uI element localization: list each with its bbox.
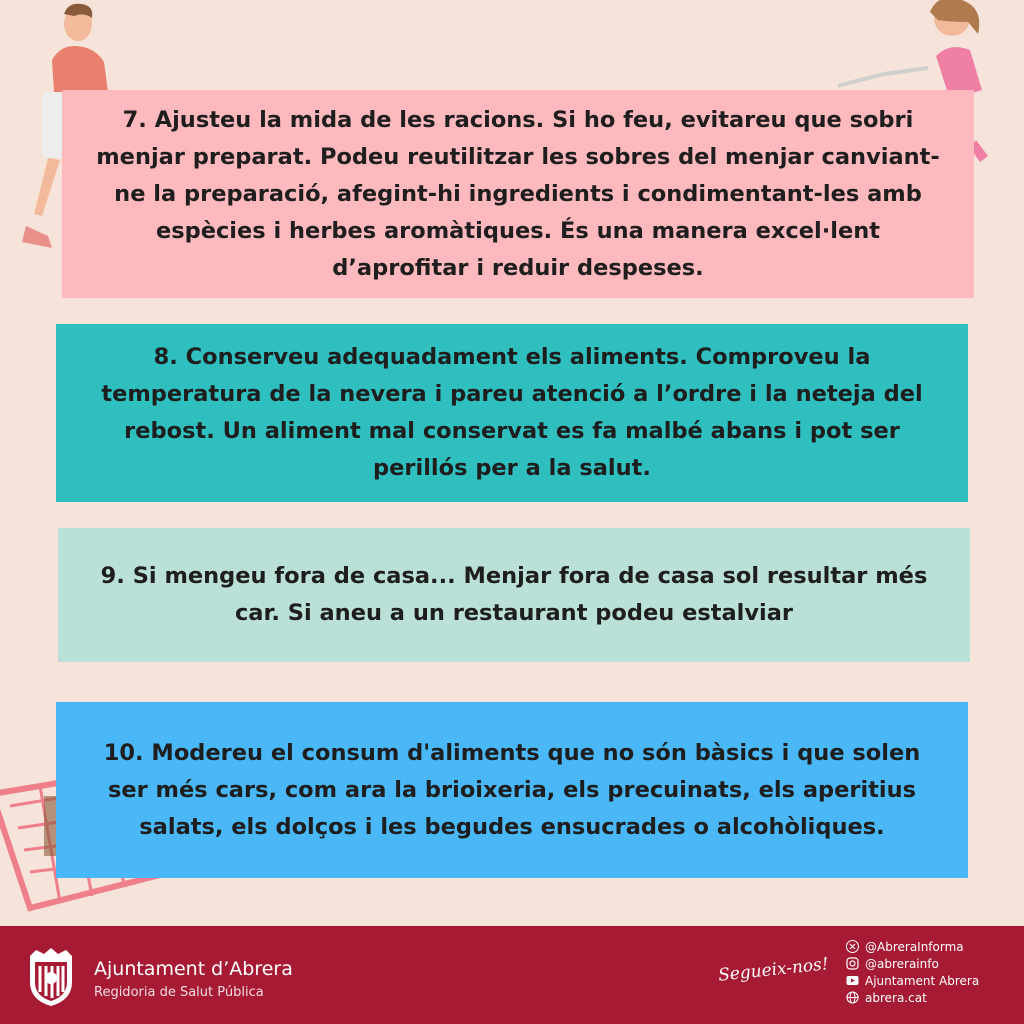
globe-icon [846, 991, 859, 1004]
social-x[interactable] [846, 938, 979, 955]
social-instagram[interactable] [846, 955, 979, 972]
social-youtube-label: Ajuntament Abrera [865, 973, 980, 988]
tip-text-8: 8. Conserveu adequadament els aliments. Comproveu la temperatura de la nevera i pareu atenció a l’ordre i la neteja del rebost. Un aliment mal conservat es fa malbé abans i pot ser perillós per a la salut. [101, 344, 923, 481]
social-links [846, 938, 979, 1006]
youtube-icon [846, 974, 859, 987]
social-website[interactable] [846, 989, 979, 1006]
tip-text-7: 7. Ajusteu la mida de les racions. Si ho feu, evitareu que sobri menjar preparat. Podeu reutilitzar les sobres del menjar canviant-ne la preparació, afegint-hi ingredients i condimentant-les amb espècies i herbes aromàtiques. És una manera excel·lent d’aprofitar i reduir despeses. [96, 106, 940, 281]
social-website-label: abrera.cat [865, 990, 927, 1005]
footer [0, 926, 1024, 1024]
municipal-crest-logo [26, 948, 76, 1006]
organization-name: Ajuntament d’Abrera [94, 958, 293, 980]
tip-card-9 [58, 528, 970, 662]
tip-text-9: 9. Si mengeu fora de casa... Menjar fora de casa sol resultar més car. Si aneu a un restaurant podeu estalviar [100, 563, 928, 626]
social-youtube[interactable] [846, 972, 979, 989]
x-icon [846, 940, 859, 953]
instagram-icon [846, 957, 859, 970]
department-name: Regidoria de Salut Pública [94, 985, 264, 1000]
tip-card-10 [56, 702, 968, 878]
tip-card-8 [56, 324, 968, 502]
follow-us-label: Segueix-nos! [717, 954, 830, 986]
social-instagram-label: @abrerainfo [865, 956, 939, 971]
tip-card-7 [62, 90, 974, 298]
social-x-label: @AbreraInforma [865, 939, 964, 954]
tip-text-10: 10. Modereu el consum d'aliments que no són bàsics i que solen ser més cars, com ara la brioixeria, els precuinats, els aperitius salats, els dolços i les begudes ensucrades o alcohòliques. [103, 739, 921, 840]
